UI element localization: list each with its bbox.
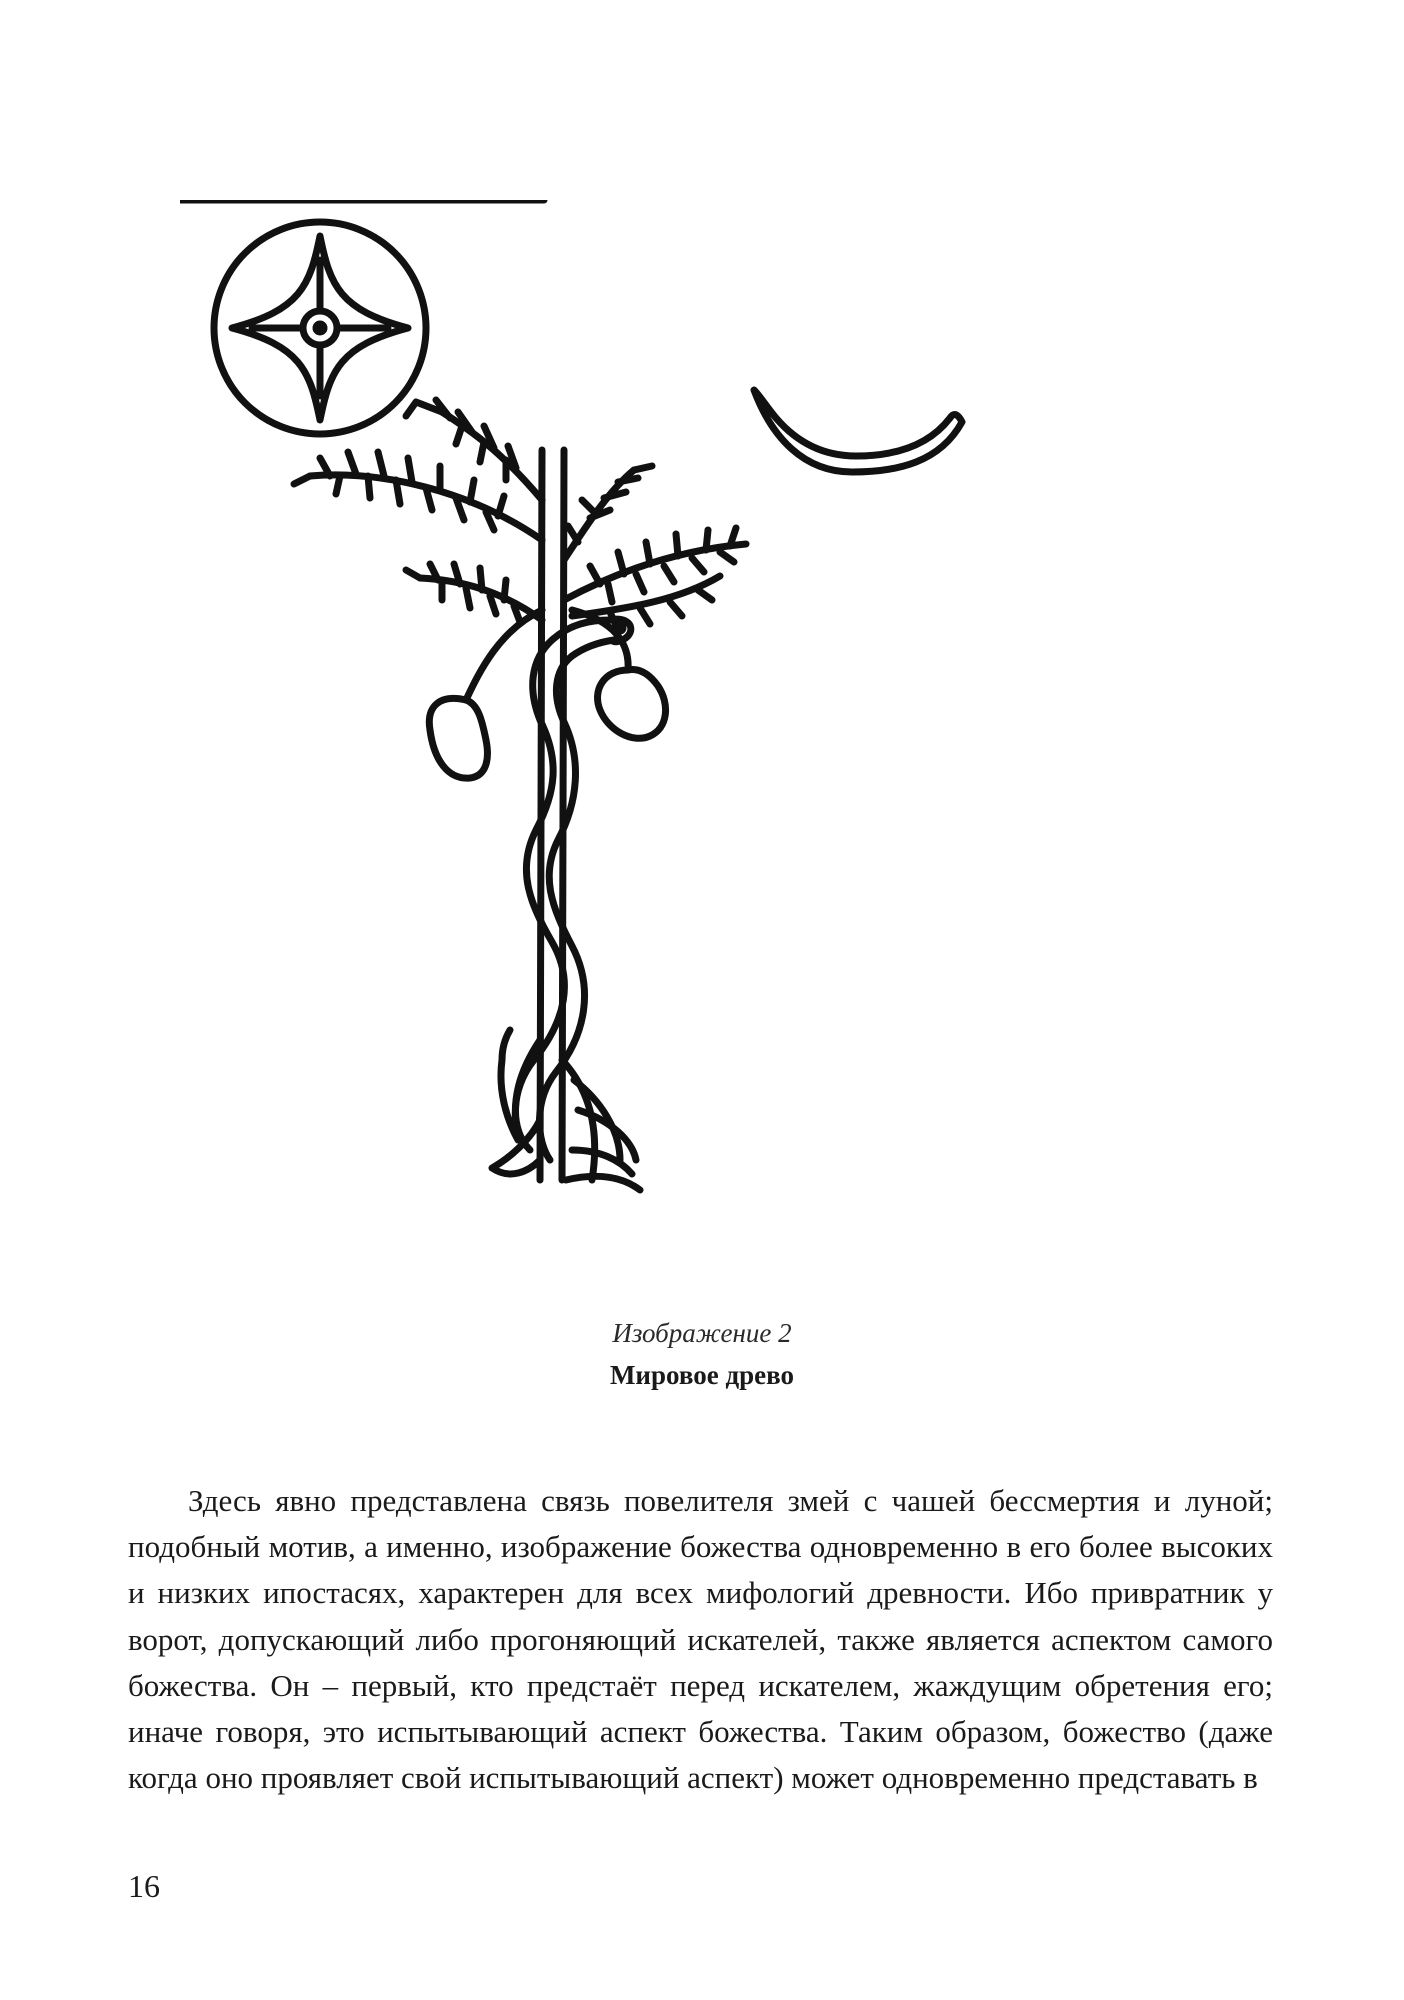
- world-tree-icon: [180, 200, 746, 1190]
- world-tree-illustration: [180, 200, 1200, 1270]
- sun-cross-icon: [214, 222, 426, 434]
- figure-title: Мировое древо: [609, 1360, 795, 1390]
- crescent-moon-icon: [754, 390, 962, 472]
- figure-label: Изображение 2: [612, 1318, 792, 1348]
- page-number: 16: [128, 1868, 160, 1904]
- body-paragraph: Здесь явно представлена связь повелителя змей с чашей бессмертия и луной; подобный мотив, а именно, изображение божества одновременно в его более высоких и низких ипостасях, характерен для всех мифологий древности. Ибо привратник у ворот, допускающий либо прогоняющий искателей, также является аспектом самого божества. Он – первый, кто предстаёт перед искателем, жаждущим обретения его; иначе говоря, это испытывающий аспект божества. Таким образом, божество (даже когда оно проявляет свой испытывающий аспект) может одновременно представать в: [128, 1483, 1273, 1796]
